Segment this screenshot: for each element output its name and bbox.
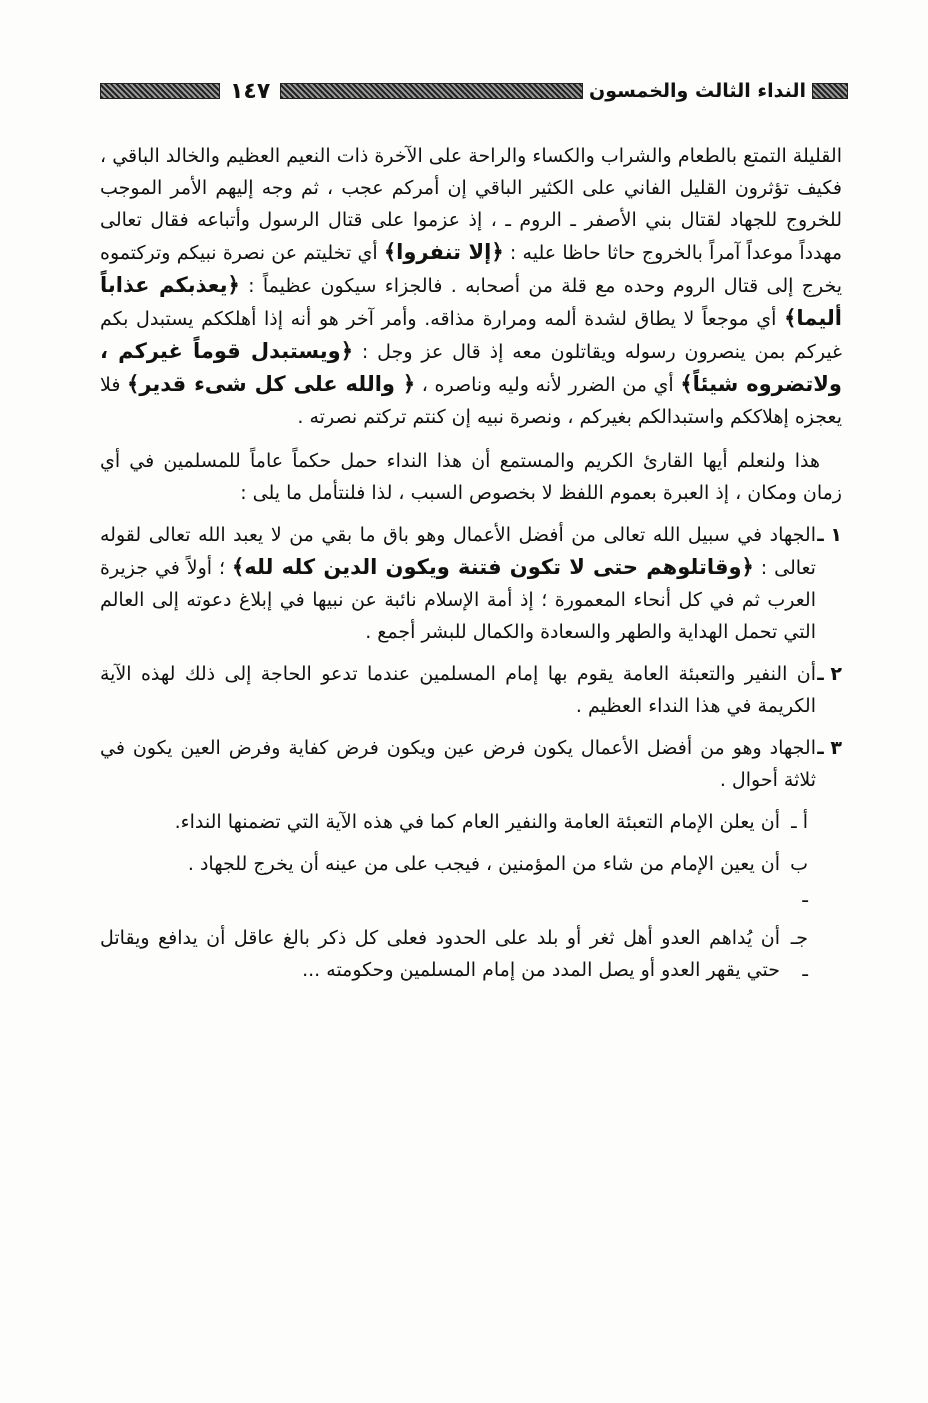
- quran-quote: ﴿إلا تنفروا﴾: [383, 240, 504, 264]
- text-run: أي تخليتم عن نصرة نبيكم وتركتموه يخرج إلى قتال الروم وحده مع قلة من أصحابه . فالجزاء سيكون عظيماً :: [100, 242, 843, 297]
- text-run: الجهاد في سبيل الله تعالى من أفضل الأعمال وهو باق ما بقي من لا يعبد الله تعالى لقوله تعالى :: [100, 524, 816, 579]
- sub-item-text: أن يعلن الإمام التعبئة العامة والنفير العام كما في هذه الآية التي تضمنها النداء.: [174, 811, 780, 833]
- text-run: ؛ أولاً في جزيرة العرب ثم في كل أنحاء المعمورة ؛ إذ أمة الإسلام نائبة عن نبيها في إبلاغ دعوته إلى العالم التي تحمل الهداية والطهر والسعادة والكمال للبشر أجمع .: [100, 557, 816, 643]
- item-number: ٣ ـ: [817, 737, 842, 759]
- header-ornament-right: [812, 83, 848, 99]
- page-body: [100, 140, 842, 986]
- quran-quote: ﴿ويستبدل قوماً غيركم ، ولاتضروه شيئاً﴾: [100, 339, 842, 396]
- sub-item-letter: جـ ـ: [790, 927, 808, 981]
- text-run: فلا يعجزه إهلاككم واستبدالكم بغيركم ، ونصرة نبيه إن كنتم تركتم نصرته .: [100, 374, 842, 428]
- sub-item-text: أن يُداهم العدو أهل ثغر أو بلد على الحدود فعلى كل ذكر بالغ عاقل أن يدافع ويقاتل حتي يقهر العدو أو يصل المدد من إمام المسلمين وحكومته ...: [100, 927, 780, 981]
- page-number: ١٤٧: [230, 78, 271, 104]
- sub-item-a: [100, 806, 842, 838]
- running-header: [100, 76, 848, 106]
- list-item-2: [100, 658, 842, 722]
- item-number: ٢ ـ: [817, 663, 842, 685]
- item-text: أن النفير والتعبئة العامة يقوم بها إمام المسلمين عندما تدعو الحاجة إلى ذلك لهذه الآية الكريمة في هذا النداء العظيم .: [100, 663, 816, 717]
- sub-item-c: [100, 922, 842, 986]
- list-item-1: [100, 519, 842, 648]
- quran-quote: ﴿ والله على كل شىء قدير﴾: [127, 372, 416, 396]
- header-ornament-middle: [280, 83, 583, 99]
- header-ornament-left: [100, 83, 220, 99]
- sub-item-letter: ب ـ: [790, 853, 808, 907]
- chapter-title: النداء الثالث والخمسون: [589, 80, 806, 102]
- sub-item-letter: أ ـ: [791, 811, 808, 833]
- text-run: أي موجعاً لا يطاق لشدة ألمه ومرارة مذاقه. وأمر آخر هو أنه إذا أهلككم يستبدل بكم غيركم بمن ينصرون رسوله ويقاتلون معه إذ قال عز وجل :: [100, 308, 842, 363]
- paragraph-continuation: [100, 140, 842, 433]
- text-run: القليلة التمتع بالطعام والشراب والكساء والراحة على الآخرة ذات النعيم العظيم والخالد الباقي ، فكيف تؤثرون القليل الفاني على الكثير الباقي إن أمركم عجب ، ثم وجه إليهم الأمر الموجب للخروج للجهاد لقتال بني الأصفر ـ الروم ـ ، إذ عزموا على قتال الرسول وأتباعه فقال تعالى مهدداً موعداً آمراً بالخروج حاثا حاظا عليه :: [100, 145, 843, 264]
- text-run: أي من الضرر لأنه وليه وناصره ،: [415, 374, 681, 396]
- sub-item-text: أن يعين الإمام من شاء من المؤمنين ، فيجب على من عينه أن يخرج للجهاد .: [187, 853, 780, 875]
- quran-quote: ﴿يعذبكم عذاباً أليما﴾: [100, 273, 842, 330]
- item-number: ١ ـ: [817, 524, 842, 546]
- item-text: الجهاد وهو من أفضل الأعمال يكون فرض عين ويكون فرض كفاية وفرض العين يكون في ثلاثة أحوال .: [100, 737, 816, 791]
- sub-item-b: [100, 848, 842, 912]
- quran-quote: ﴿وقاتلوهم حتى لا تكون فتنة ويكون الدين كله لله﴾: [231, 555, 754, 579]
- paragraph-intro: هذا ولنعلم أيها القارئ الكريم والمستمع أن هذا النداء حمل حكماً عاماً للمسلمين في أي زمان ومكان ، إذ العبرة بعموم اللفظ لا بخصوص السبب ، لذا فلنتأمل ما يلى :: [100, 450, 842, 504]
- list-item-3: [100, 732, 842, 796]
- item-text: [100, 519, 816, 648]
